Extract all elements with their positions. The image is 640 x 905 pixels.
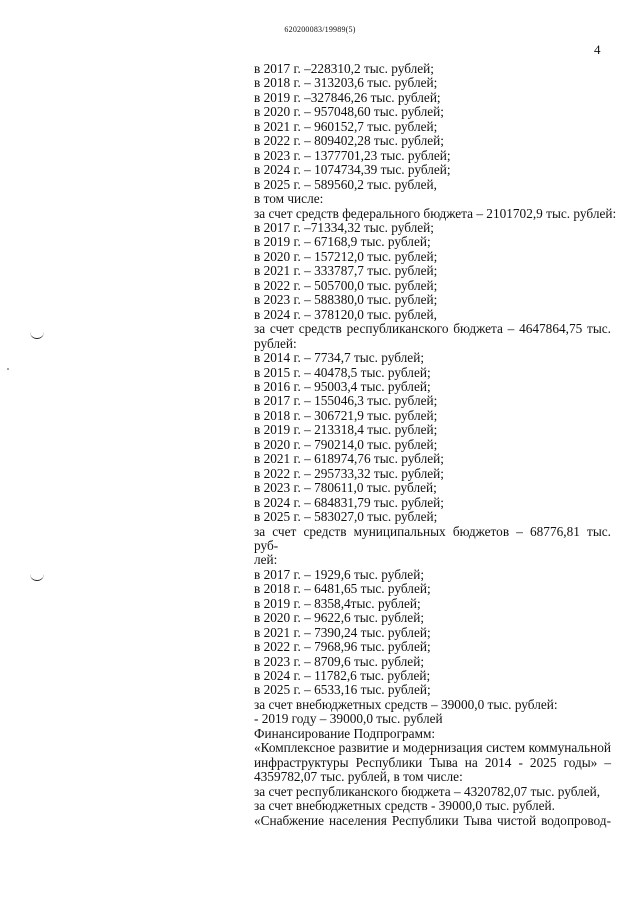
text-line: в 2024 г. – 11782,6 тыс. рублей; <box>254 668 431 684</box>
margin-mark-2 <box>30 572 44 581</box>
text-line: лей: <box>254 552 278 568</box>
text-line: в 2024 г. – 684831,79 тыс. рублей; <box>254 494 444 510</box>
text-line: за счет средств муниципальных бюджетов – 68776,81 тыс. руб- <box>254 523 611 553</box>
text-line: в 2016 г. – 95003,4 тыс. рублей; <box>254 378 431 394</box>
text-line: в 2015 г. – 40478,5 тыс. рублей; <box>254 364 431 380</box>
text-line: в 2017 г. – 1929,6 тыс. рублей; <box>254 566 425 582</box>
text-line: в 2017 г. –228310,2 тыс. рублей; <box>254 61 434 76</box>
text-line: в 2021 г. – 960152,7 тыс. рублей; <box>254 118 438 134</box>
text-line: в 2023 г. – 588380,0 тыс. рублей; <box>254 292 438 308</box>
text-line: в 2022 г. – 505700,0 тыс. рублей; <box>254 277 438 293</box>
text-line: в 2023 г. – 8709,6 тыс. рублей; <box>254 653 425 669</box>
text-line: в 2021 г. – 7390,24 тыс. рублей; <box>254 624 431 640</box>
text-line: в 2020 г. – 157212,0 тыс. рублей; <box>254 248 438 264</box>
margin-dot <box>7 368 9 370</box>
text-line: в 2020 г. – 9622,6 тыс. рублей; <box>254 610 425 626</box>
text-line: в 2022 г. – 7968,96 тыс. рублей; <box>254 639 431 655</box>
text-line: в 2024 г. – 378120,0 тыс. рублей, <box>254 306 437 322</box>
text-line: 4359782,07 тыс. рублей, в том числе: <box>254 769 463 785</box>
text-line: в 2018 г. – 306721,9 тыс. рублей; <box>254 407 438 423</box>
document-header-code: 620200083/19989(5) <box>284 25 356 34</box>
text-line: в 2025 г. – 6533,16 тыс. рублей; <box>254 682 431 698</box>
text-line: в том числе: <box>254 191 324 207</box>
text-line: в 2023 г. – 1377701,23 тыс. рублей; <box>254 147 451 163</box>
text-line: «Комплексное развитие и модернизация систем коммунальной <box>254 740 611 756</box>
text-line: в 2025 г. – 583027,0 тыс. рублей; <box>254 509 438 525</box>
text-line: в 2018 г. – 313203,6 тыс. рублей; <box>254 75 438 91</box>
text-line: в 2019 г. – 8358,4тыс. рублей; <box>254 595 421 611</box>
text-line: в 2022 г. – 295733,32 тыс. рублей; <box>254 465 444 481</box>
document-body <box>254 61 617 828</box>
text-line: Финансирование Подпрограмм: <box>254 725 436 741</box>
text-line: в 2024 г. – 1074734,39 тыс. рублей; <box>254 162 451 178</box>
margin-mark-1 <box>30 330 44 339</box>
text-line: в 2022 г. – 809402,28 тыс. рублей; <box>254 133 444 149</box>
text-line: «Снабжение населения Республики Тыва чистой водопровод- <box>254 812 611 828</box>
text-line: в 2025 г. – 589560,2 тыс. рублей, <box>254 176 437 192</box>
page-number: 4 <box>594 42 601 57</box>
text-line: за счет внебюджетных средств - 39000,0 тыс. рублей. <box>254 798 555 814</box>
text-line: в 2023 г. – 780611,0 тыс. рублей; <box>254 480 437 496</box>
text-line: в 2014 г. – 7734,7 тыс. рублей; <box>254 350 425 366</box>
text-line: в 2019 г. –327846,26 тыс. рублей; <box>254 89 441 105</box>
text-line: в 2019 г. – 213318,4 тыс. рублей; <box>254 422 438 438</box>
text-line: в 2021 г. – 333787,7 тыс. рублей; <box>254 263 438 279</box>
text-line: в 2018 г. – 6481,65 тыс. рублей; <box>254 581 431 597</box>
text-line: в 2020 г. – 790214,0 тыс. рублей; <box>254 436 438 452</box>
text-line: в 2020 г. – 957048,60 тыс. рублей; <box>254 104 444 120</box>
text-line: рублей: <box>254 335 297 351</box>
text-line: за счет внебюджетных средств – 39000,0 тыс. рублей: <box>254 696 558 712</box>
text-line: в 2017 г. –71334,32 тыс. рублей; <box>254 219 434 235</box>
text-line: в 2019 г. – 67168,9 тыс. рублей; <box>254 234 431 250</box>
text-line: инфраструктуры Республики Тыва на 2014 - 2025 годы» – <box>254 754 611 770</box>
text-line: в 2017 г. – 155046,3 тыс. рублей; <box>254 393 438 409</box>
text-line: за счет республиканского бюджета – 4320782,07 тыс. рублей, <box>254 783 601 799</box>
text-line: за счет средств республиканского бюджета – 4647864,75 тыс. <box>254 321 611 337</box>
text-line: за счет средств федерального бюджета – 2101702,9 тыс. рублей: <box>254 205 617 221</box>
text-line: в 2021 г. – 618974,76 тыс. рублей; <box>254 451 444 467</box>
text-line: - 2019 году – 39000,0 тыс. рублей <box>254 711 443 727</box>
